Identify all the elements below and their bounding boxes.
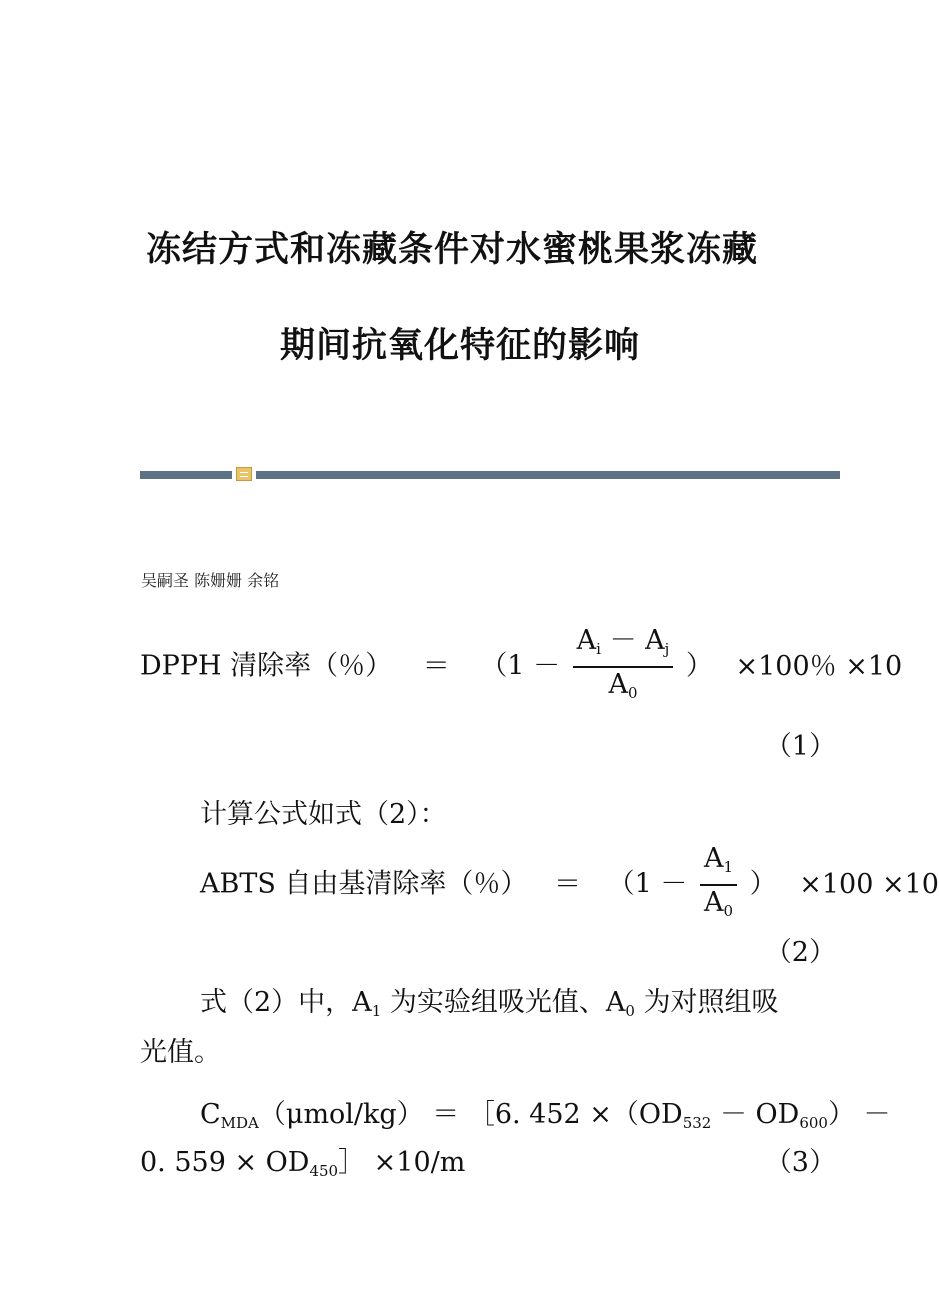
equation-2 [200,842,939,928]
title-divider-right [256,471,840,479]
eq2-equals: ＝ [554,868,582,900]
eq2-number: （2） [764,937,836,968]
eq1-numerator: $A_i - A_j$ [573,624,674,668]
equation-3-line2: 0. $559 \times OD_{450}] \times 10/m$ [140,1147,466,1180]
eq1-denominator: $A_0$ [608,669,638,702]
eq1-tail: ×100％ ×10 [735,650,903,682]
eq1-lhs: DPPH 清除率（％） [140,650,393,682]
paragraph-eq2-description-line2: 光值。 [140,1037,221,1068]
paragraph-eq2-description: 式（2）中，$A_1$ 为实验组吸光值、$A_0$ 为对照组吸 [200,987,779,1020]
equation-1 [140,624,902,710]
eq1-equals: ＝ [422,650,450,682]
eq2-open: （1 － [607,868,688,900]
eq2-close: ） [749,868,777,900]
eq1-number: （1） [764,731,836,762]
eq2-denominator: $A_0$ [703,887,734,920]
title-divider-left [140,471,232,479]
eq2-fraction [700,842,737,928]
document-title-line1: 冻结方式和冻藏条件对水蜜桃果浆冻藏 [145,230,758,270]
authors: 吴嗣圣 陈姗姗 余铭 [141,571,280,590]
eq1-open: （1 － [480,650,561,682]
eq2-tail: ×100 ×10 [799,868,939,900]
eq3-number: （3） [764,1147,836,1178]
document-title-line2: 期间抗氧化特征的影响 [279,326,640,366]
equation-3-line1: $C_{MDA}(\mu mol/kg)$ ＝ ［6. $452 \times(OD_{532} - OD_{600})$ － [200,1099,891,1132]
eq1-fraction [573,624,674,710]
eq2-lhs: ABTS 自由基清除率（％） [200,868,528,900]
envelope-icon [236,467,252,481]
eq1-close: ） [685,650,713,682]
paragraph-formula-intro: 计算公式如式（2）： [200,799,447,830]
eq2-numerator: $A_1$ [700,842,737,886]
